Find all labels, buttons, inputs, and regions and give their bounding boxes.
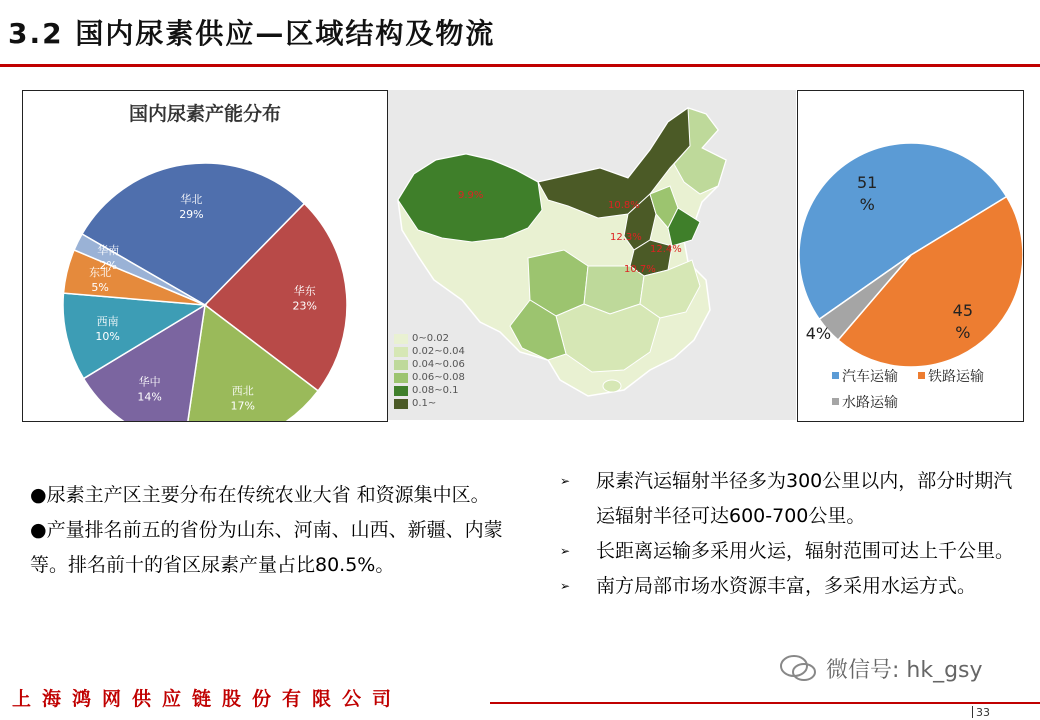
right-bullet-2-text: 长距离运输多采用火运，辐射范围可达上千公里。 — [596, 540, 1015, 562]
pie-label-0: 华北 — [180, 192, 203, 206]
map-label-xinjiang: 9.9% — [458, 190, 484, 201]
pie-value-6: 2% — [99, 258, 117, 272]
map-legend-label: 0.06~0.08 — [412, 372, 465, 383]
pie-label-3: 华中 — [138, 375, 161, 389]
company-name: 上海鸿网供应链股份有限公司 — [12, 688, 403, 710]
map-label-shandong: 12.4% — [650, 244, 682, 255]
map-legend — [394, 332, 465, 410]
right-bullet-1-text: 尿素汽运辐射半径多为300公里以内，部分时期汽运辐射半径可达600-700公里。 — [596, 470, 1013, 527]
capacity-pie-chart — [23, 91, 387, 421]
right-bullet-1 — [560, 464, 1030, 534]
transport-value-1: % — [955, 322, 971, 342]
legend-swatch-0 — [832, 372, 839, 379]
pie-value-2: 17% — [230, 399, 256, 413]
footer-divider — [490, 702, 1040, 704]
right-bullet-2 — [560, 534, 1030, 569]
right-bullet-3 — [560, 569, 1030, 604]
map-legend-label: 0.02~0.04 — [412, 346, 465, 357]
pie-label-5: 东北 — [89, 266, 112, 280]
left-bullet-list — [30, 478, 510, 583]
map-legend-swatch — [394, 399, 408, 409]
legend-swatch-2 — [832, 398, 839, 405]
transport-value-0: % — [859, 195, 875, 215]
map-legend-label: 0.08~0.1 — [412, 385, 459, 396]
map-legend-item — [394, 345, 465, 358]
map-legend-swatch — [394, 334, 408, 344]
map-legend-swatch — [394, 386, 408, 396]
map-legend-item — [394, 384, 465, 397]
transport-value-0: 51 — [857, 173, 878, 193]
map-label-shanxi: 12.3% — [610, 232, 642, 243]
map-legend-swatch — [394, 360, 408, 370]
pie-label-6: 华南 — [97, 243, 120, 257]
pie-value-1: 23% — [292, 299, 317, 313]
map-region-hainan — [603, 380, 621, 392]
pie-value-4: 10% — [95, 329, 120, 343]
map-label-henan: 10.7% — [624, 264, 656, 275]
left-bullet-2: ●产量排名前五的省份为山东、河南、山西、新疆、内蒙等。排名前十的省区尿素产量占比80.5%。 — [30, 519, 503, 576]
map-legend-label: 0~0.02 — [412, 333, 450, 344]
map-legend-item — [394, 397, 465, 410]
map-legend-item — [394, 332, 465, 345]
transport-value-1: 45 — [952, 300, 974, 320]
right-bullet-list — [560, 464, 1030, 604]
pie-label-2: 西北 — [231, 384, 254, 398]
page-title: 3.2 国内尿素供应—区域结构及物流 — [8, 17, 496, 50]
pie-value-0: 29% — [179, 207, 204, 221]
map-legend-swatch — [394, 347, 408, 357]
transport-pie-panel — [797, 90, 1024, 422]
page-number: 33 — [976, 706, 990, 719]
map-label-inner-mongolia: 10.8% — [608, 200, 640, 211]
arrow-bullet-icon: ➢ — [560, 544, 571, 558]
legend-label-2: 水路运输 — [842, 395, 898, 411]
pie-label-1: 华东 — [293, 284, 316, 298]
right-bullet-3-text: 南方局部市场水资源丰富，多采用水运方式。 — [596, 575, 977, 597]
legend-label-0: 汽车运输 — [842, 369, 898, 385]
transport-value-2: 4% — [805, 323, 832, 343]
pie-value-3: 14% — [137, 390, 162, 404]
pie-label-4: 西南 — [96, 314, 119, 328]
title-divider — [0, 64, 1040, 67]
map-legend-label: 0.04~0.06 — [412, 359, 465, 370]
capacity-pie-title: 国内尿素产能分布 — [128, 103, 281, 125]
transport-pie-chart — [798, 91, 1023, 421]
arrow-bullet-icon: ➢ — [560, 474, 571, 488]
legend-label-1: 铁路运输 — [928, 369, 984, 385]
wechat-watermark — [778, 652, 983, 684]
map-legend-item — [394, 371, 465, 384]
pie-value-5: 5% — [91, 281, 109, 295]
page-separator — [972, 706, 973, 718]
map-legend-item — [394, 358, 465, 371]
production-map-panel — [388, 90, 796, 420]
arrow-bullet-icon: ➢ — [560, 579, 571, 593]
map-legend-swatch — [394, 373, 408, 383]
watermark-text: 微信号: hk_gsy — [826, 657, 983, 683]
wechat-icon — [778, 652, 818, 684]
left-bullet-1: ●尿素主产区主要分布在传统农业大省 和资源集中区。 — [30, 484, 490, 506]
legend-swatch-1 — [918, 372, 925, 379]
capacity-pie-panel — [22, 90, 388, 422]
map-legend-label: 0.1~ — [412, 398, 437, 409]
